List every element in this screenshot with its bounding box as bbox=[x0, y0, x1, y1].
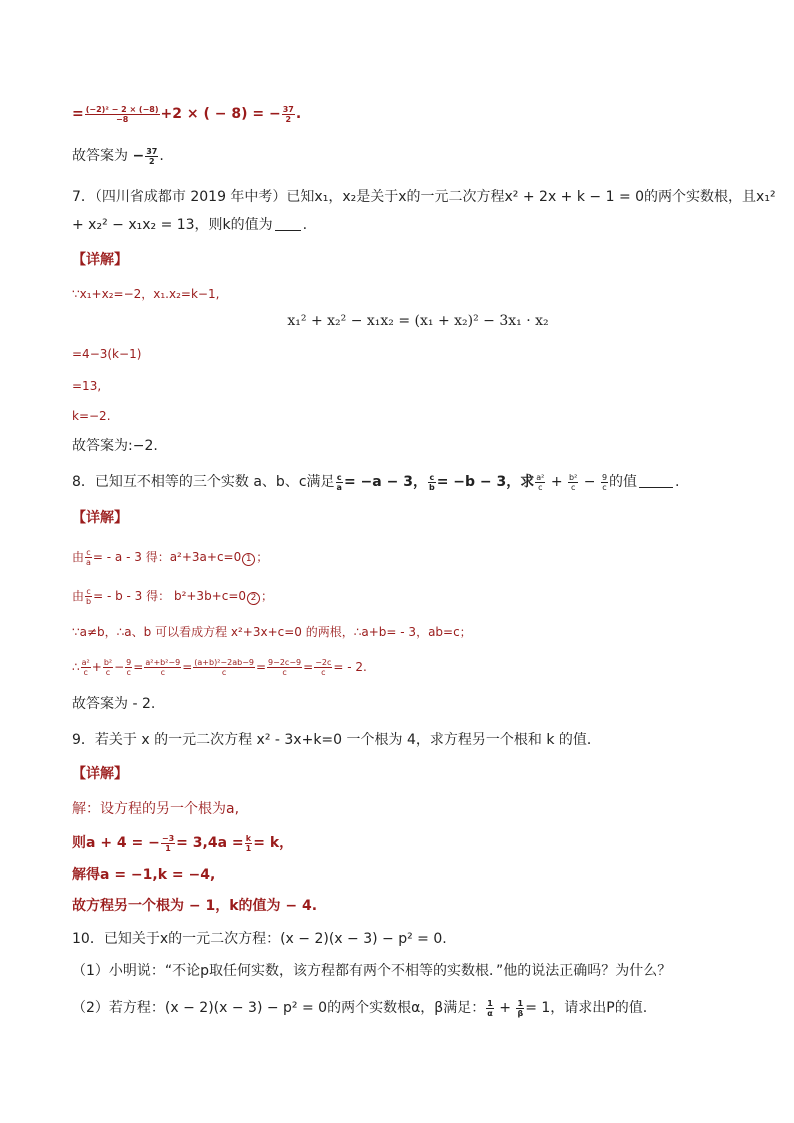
q10-part2: （2）若方程：(x − 2)(x − 3) − p² = 0的两个实数根α，β满足： $\frac{1}{\alpha}$ + $\frac{1}{\beta}$ = 1，请求出P的值. bbox=[72, 998, 648, 1018]
q8-step4: ∴ $\frac{\text{a²}}{c}$ + $\frac{\text{b²}}{c}$ − $\frac{9}{c}$ = $\frac{\text{a²+b²−9}}{c}$ = $\frac{\text{(a+b)²−2ab−9}}{c}$ = $\frac{9-2c-9}{c}$ = $\frac{-2c}{c}$ = - 2. bbox=[72, 658, 367, 677]
fraction: $\frac{9}{c}$ bbox=[601, 472, 608, 492]
q7-step2: x₁² + x₂² − x₁x₂ = (x₁ + x₂)² − 3x₁ · x₂ bbox=[287, 313, 549, 329]
q10-question: 10．已知关于x的一元二次方程：(x − 2)(x − 3) − p² = 0. bbox=[72, 931, 447, 947]
q9-step4: 故方程另一个根为 − 1，k的值为 − 4. bbox=[72, 898, 318, 914]
fraction: $\frac{\text{(−2)² − 2 × (−8)}}{-8}$ bbox=[85, 104, 159, 124]
fraction: $\frac{k}{1}$ bbox=[245, 833, 252, 853]
fraction: $\frac{\text{b²}}{c}$ bbox=[103, 658, 113, 677]
fraction: $\frac{\text{a²}}{c}$ bbox=[81, 658, 90, 677]
circled-number: 1 bbox=[242, 553, 255, 566]
fraction: $\frac{-2c}{c}$ bbox=[315, 658, 332, 677]
q10-part1: （1）小明说：“不论p取任何实数，该方程都有两个不相等的实数根．”他的说法正确吗？为什么？ bbox=[72, 963, 672, 979]
q9-question: 9．若关于 x 的一元二次方程 x² - 3x+k=0 一个根为 4，求方程另一个根和 k 的值． bbox=[72, 732, 601, 748]
fraction: $\frac{\text{b²}}{c}$ bbox=[569, 472, 578, 492]
q7-answer: 故答案为:−2. bbox=[72, 438, 158, 454]
fraction: $\frac{-3}{1}$ bbox=[161, 833, 175, 853]
fraction: $\frac{9}{c}$ bbox=[126, 658, 132, 677]
q7-step4: =13, bbox=[72, 379, 102, 393]
q8-step2: 由 $\frac{c}{b}$ = - b - 3 得： b²+3b+c=0 2 ； bbox=[72, 587, 274, 606]
q7-step1: ∵x₁+x₂=−2，x₁.x₂=k−1, bbox=[72, 287, 220, 301]
fraction: $\frac{\text{a²}}{c}$ bbox=[536, 472, 545, 492]
q7-step3: =4−3(k−1) bbox=[72, 347, 142, 361]
q7-step5: k=−2. bbox=[72, 409, 111, 423]
fraction: $\frac{1}{\beta}$ bbox=[517, 998, 524, 1018]
q8-question: 8．已知互不相等的三个实数 a、b、c满足 $\frac{c}{a}$ = −a − 3， $\frac{c}{b}$ = −b − 3，求 $\frac{\text{a²}}{c}$ + $\frac{\text{b²}}{c}$ − $\frac{9}{c}$ 的值 . bbox=[72, 472, 680, 492]
q9-step1: 解：设方程的另一个根为a, bbox=[72, 801, 240, 817]
q7-detail-label: 【详解】 bbox=[72, 252, 128, 268]
fraction: $\frac{c}{a}$ bbox=[336, 472, 342, 492]
fraction: $\frac{c}{b}$ bbox=[428, 472, 435, 492]
q6-equation: = $\frac{\text{(−2)² − 2 × (−8)}}{-8}$ +2 × ( − 8) = − $\frac{37}{2}$ . bbox=[72, 104, 302, 124]
fraction: $\frac{c}{a}$ bbox=[86, 548, 91, 567]
q6-answer: 故答案为 − $\frac{37}{2}$ . bbox=[72, 146, 164, 166]
fraction: $\frac{37}{2}$ bbox=[146, 146, 158, 166]
q8-answer: 故答案为 - 2. bbox=[72, 696, 156, 712]
q9-step2: 则a + 4 = − $\frac{-3}{1}$ = 3,4a = $\frac{k}{1}$ = k， bbox=[72, 833, 294, 853]
q9-step3: 解得a = −1,k = −4, bbox=[72, 867, 216, 883]
fraction: $\frac{9-2c-9}{c}$ bbox=[268, 658, 302, 677]
fraction: $\frac{\text{(a+b)²−2ab−9}}{c}$ bbox=[194, 658, 254, 677]
fraction: $\frac{1}{\alpha}$ bbox=[487, 998, 493, 1018]
q9-detail-label: 【详解】 bbox=[72, 766, 128, 782]
q8-detail-label: 【详解】 bbox=[72, 510, 128, 526]
fraction: $\frac{37}{2}$ bbox=[282, 104, 294, 124]
circled-number: 2 bbox=[247, 592, 260, 605]
q7-question-line1: 7．（四川省成都市 2019 年中考）已知x₁，x₂是关于x的一元二次方程x² + 2x + k − 1 = 0的两个实数根，且x₁² bbox=[72, 189, 776, 205]
q7-question-line2: + x₂² − x₁x₂ = 13，则k的值为 . bbox=[72, 217, 308, 233]
fraction: $\frac{\text{a²+b²−9}}{c}$ bbox=[145, 658, 181, 677]
q8-step3: ∵a≠b，∴a、b 可以看成方程 x²+3x+c=0 的两根，∴a+b= - 3，ab=c； bbox=[72, 625, 472, 639]
q8-step1: 由 $\frac{c}{a}$ = - a - 3 得：a²+3a+c=0 1 ； bbox=[72, 548, 269, 567]
fraction: $\frac{c}{b}$ bbox=[86, 587, 92, 606]
